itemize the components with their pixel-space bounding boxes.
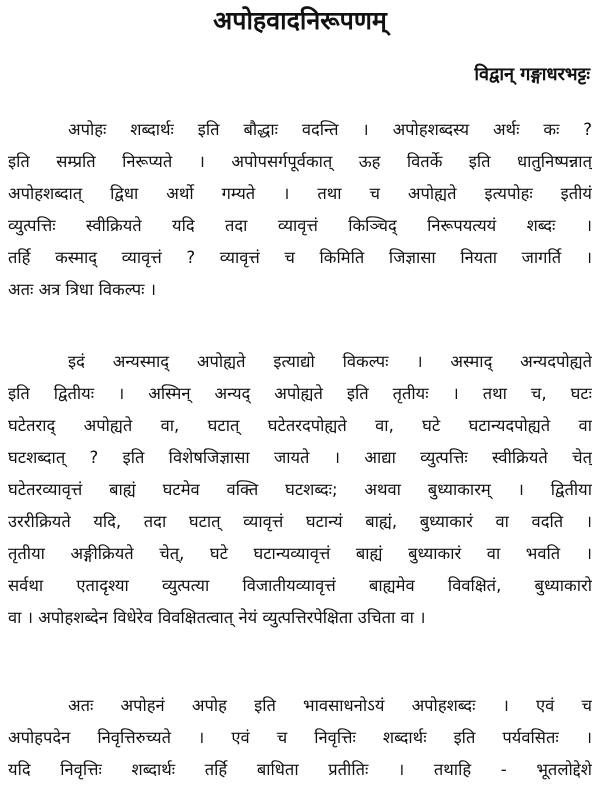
text-line: अपोहः शब्दार्थः इति बौद्धाः वदन्ति । अपोहशब्दस्य अर्थः कः ?: [68, 120, 592, 139]
text-line: तर्हि कस्माद् व्यावृत्तं ? व्यावृत्तं च किमिति जिज्ञासा नियता जागर्ति ।: [8, 248, 592, 267]
text-line: इति सम्प्रति निरूप्यते । अपोपसर्गपूर्वकात् ऊह वितर्के इति धातुनिष्पन्नात्: [8, 152, 592, 171]
author-name: विद्वान् गङ्गाधरभट्टः: [474, 64, 590, 85]
text-line: अपोहशब्दात् द्विधा अर्थो गम्यते । तथा च अपोह्यते इत्यपोहः इतीयं: [8, 184, 592, 203]
paragraph-1: [8, 114, 592, 306]
text-line: तृतीया अङ्गीक्रियते चेत्, घटे घटान्यव्यावृत्तं बाह्यं बुध्याकारं वा भवति ।: [8, 544, 592, 563]
text-line: यदि निवृत्तिः शब्दार्थः तर्हि बाधिता प्रतीतिः । तथाहि - भूतलोद्देशे: [8, 760, 592, 779]
text-line: अतः अपोहनं अपोह इति भावसाधनोऽयं अपोहशब्दः । एवं च: [68, 696, 592, 715]
text-line: इदं अन्यस्माद् अपोह्यते इत्याद्यो विकल्पः । अस्माद् अन्यदपोह्यते: [68, 352, 592, 371]
text-line: उररीक्रियते यदि, तदा घटात् व्यावृत्तं घटान्यं बाह्यं, बुध्याकारं वा वदति ।: [8, 512, 592, 531]
text-line: घटेतराद् अपोह्यते वा, घटात् घटेतरदपोह्यते वा, घटे घटान्यदपोह्यते वा: [8, 416, 592, 435]
text-line: अपोहपदेन निवृत्तिरुच्यते । एवं च निवृत्तिः शब्दार्थः इति पर्यवसितः ।: [8, 728, 592, 747]
page-title: अपोहवादनिरूपणम्: [213, 6, 387, 35]
paragraph-2: [8, 346, 592, 634]
text-line: अतः अत्र त्रिधा विकल्पः ।: [8, 280, 156, 299]
text-line: वा । अपोहशब्देन विधेरेव विवक्षितत्वात् नेयं व्युत्पत्तिरपेक्षिता उचिता वा ।: [8, 608, 426, 627]
text-line: घटशब्दात् ? इति विशेषजिज्ञासा जायते । आद्या व्युत्पत्तिः स्वीक्रियते चेत्: [8, 448, 592, 467]
text-line: व्युत्पत्तिः स्वीक्रियते यदि तदा व्यावृत्तं किञ्चिद् निरूपयत्ययं शब्दः ।: [8, 216, 592, 235]
text-line: सर्वथा एतादृश्या व्युत्पत्या विजातीयव्यावृत्तं बाह्यमेव विवक्षितं, बुध्याकारो: [8, 576, 592, 595]
text-line: इति द्वितीयः । अस्मिन् अन्यद् अपोह्यते इति तृतीयः । तथा च, घटः: [8, 384, 592, 403]
text-line: घटेतरव्यावृत्तं बाह्यं घटमेव वक्ति घटशब्दः; अथवा बुध्याकारम् । द्वितीया: [8, 480, 592, 499]
paragraph-3: [8, 690, 592, 786]
